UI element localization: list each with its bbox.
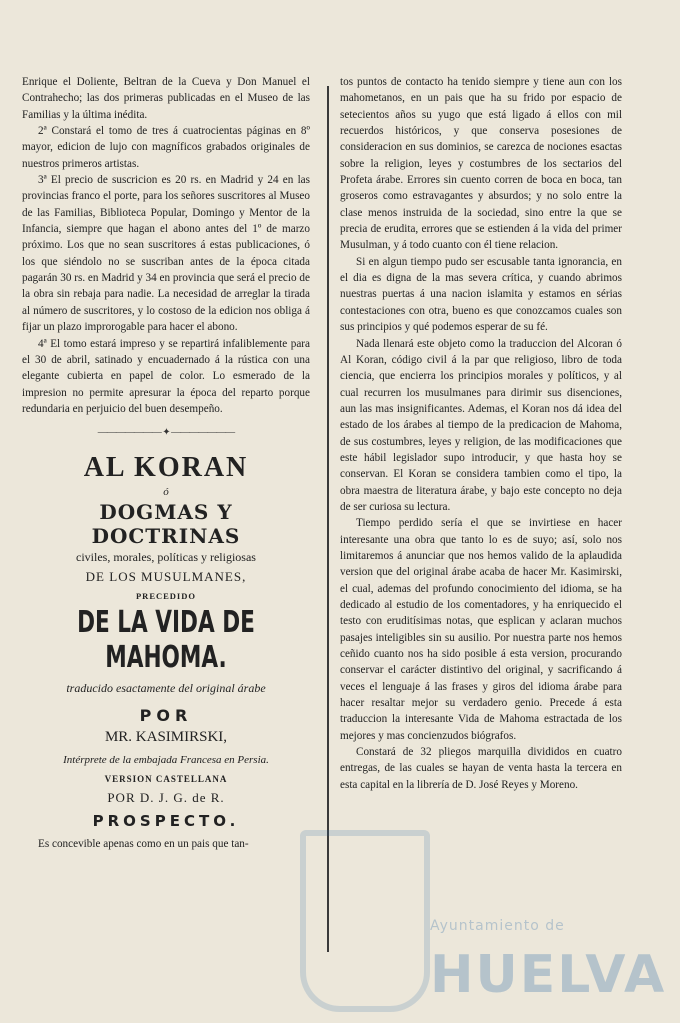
left-paragraph-4: 4ª El tomo estará impreso y se repartirá infaliblemente para el 30 de abril, satinado y encuadernado á la rústica con una elegante cubierta en papel de color. Lo esmerado de la impresion no permite apresurar la época del reparto porque redundaria en perjuicio del buen desempeño. <box>22 337 310 415</box>
subtitle-civiles: civiles, morales, políticas y religiosas <box>76 550 256 565</box>
title-al-koran: AL KORAN <box>83 452 249 484</box>
divider-ornament: ——————— ✦ ——————— <box>97 427 235 439</box>
column-rule <box>327 86 329 952</box>
right-paragraph-4: Tiempo perdido sería el que se invirtiese en hacer interesante una obra que tanto lo es de suyo; así, solo nos limitaremos á anunciar que nos hemos valido de la aplaudida version que del original árabe acaba de hacer Mr. Kasimirski, el cual, ademas del profundo conocimiento del idioma, se ha dedicado al estudio de los comentadores, y ha enriquecido el testo con eruditísimas notas, que esplican y aclaran muchos pasajes inteligibles sin su ausilio. Por nuestra parte nos hemos ceñido cuanto nos ha sido posible á esta version, procurando conservar el carácter distintivo del original, y sacrificando á veces el lenguaje á las frases y giros del idioma árabe para hacer resaltar mejor su verdadero genio. Precede á esta traduccion la interesante Vida de Mahoma estractada de los mejores y mas concienzudos biógrafos. <box>340 517 622 742</box>
author-name: MR. KASIMIRSKI, <box>104 729 228 746</box>
right-paragraph-1: tos puntos de contacto ha tenido siempre y tiene aun con los mahometanos, en un pais que ha su frido por espacio de setecientos años su yugo que está ligado á ellos con mil recuerdos históricos, y que conserva posesiones de consideracion en sus dominios, se carezca de nociones esactas sobre la religion, leyes y costumbres de los sectarios del Profeta árabe. Errores sin cuento corren de boca en boca, tan groseros como estravagantes y absurdos; y no solo entre la clase menos instruida de la sociedad, sino entre la que se precia de erudita, errores que se estienden á la vida del primer Musulman, y á todo cuanto con él tiene relacion. <box>340 76 622 252</box>
watermark-line-1: Ayuntamiento de <box>430 918 565 934</box>
left-paragraph-2: 2ª Constará el tomo de tres á cuatrocientas páginas en 8º mayor, edicion de lujo con magníficos grabados originales de nuestros primeros artistas. <box>22 125 310 170</box>
translator-line: POR D. J. G. de R. <box>107 790 225 806</box>
subtitle-dogmas: DOGMAS Y DOCTRINAS <box>91 500 241 549</box>
title-vida-mahoma: DE LA VIDA DE MAHOMA. <box>77 605 255 676</box>
left-paragraph-3: 3ª El precio de suscricion es 20 rs. en Madrid y 24 en las provincias franco el porte, para los señores suscritores al Museo de las Familias, Biblioteca Popular, Domingo y Mentor de la Infancia, siempre que hagan el abono antes del 1º de marzo próximo. Los que no sean suscritores á estas publicaciones, ó los que siéndolo no se suscriban antes de la época citada pagarán 30 rs. en Madrid y 34 en provincia que será el precio de la obra sin rebaja para nadie. La necesidad de arreglar la tirada al número de suscritores, y lo costoso de la edicion nos obliga á fijar un plazo improrogable para hacer el abono. <box>22 174 310 334</box>
title-o: ó <box>163 486 169 499</box>
left-column <box>22 74 310 863</box>
right-paragraph-3: Nada llenará este objeto como la traduccion del Alcoran ó Al Koran, código civil á la par que religioso, libro de toda ciencia, que encierra los principios morales y políticos, y al cual recurren los musulmanes para dirimir sus disenciones, aun las mas insignificantes. Ademas, el Koran nos dá idea del estado de los árabes al tiempo de la predicacion de Mahoma, de sus costumbres, leyes y religion, de las modificaciones que este hábil legislador supo introducir, y que hasta hoy se conservan. El Koran se considera tambien como el tipo, la obra maestra de literatura árabe, y bajo este concepto no deja de ser curiosa su lectura. <box>340 337 622 513</box>
traducido-line: traducido esactamente del original árabe <box>66 681 266 696</box>
right-paragraph-5: Constará de 32 pliegos marquilla divididos en cuatro entregas, de las cuales se hayan de venta hasta la tercera en esta capital en la librería de D. José Reyes y Moreno. <box>340 746 622 791</box>
left-paragraph-1: Enrique el Doliente, Beltran de la Cueva y Don Manuel el Contrahecho; las dos primeras publicadas en el Museo de las Familias y la última inédita. <box>22 76 310 121</box>
subtitle-musulmanes: DE LOS MUSULMANES, <box>85 569 247 585</box>
watermark-line-2: HUELVA <box>430 945 667 1005</box>
right-column <box>340 74 622 793</box>
version-label: VERSION CASTELLANA <box>104 774 228 785</box>
prospecto-first-line: Es concevible apenas como en un pais que tan- <box>38 838 249 851</box>
precedido-label: PRECEDIDO <box>135 591 196 602</box>
por-label: POR <box>139 706 193 726</box>
right-paragraph-2: Si en algun tiempo pudo ser escusable tanta ignorancia, en el dia es digna de la mas severa crítica, y cuando abrimos nuestras puertas á una nacion islamita y estamos en sérias contestaciones con otra, bueno es que conozcamos cuales son sus principios y qué podemos esperar de su fé. <box>340 255 622 334</box>
interprete-line: Intérprete de la embajada Francesa en Persia. <box>63 754 269 767</box>
watermark-shield-icon <box>300 830 430 1012</box>
prospecto-heading: PROSPECTO. <box>92 812 240 831</box>
